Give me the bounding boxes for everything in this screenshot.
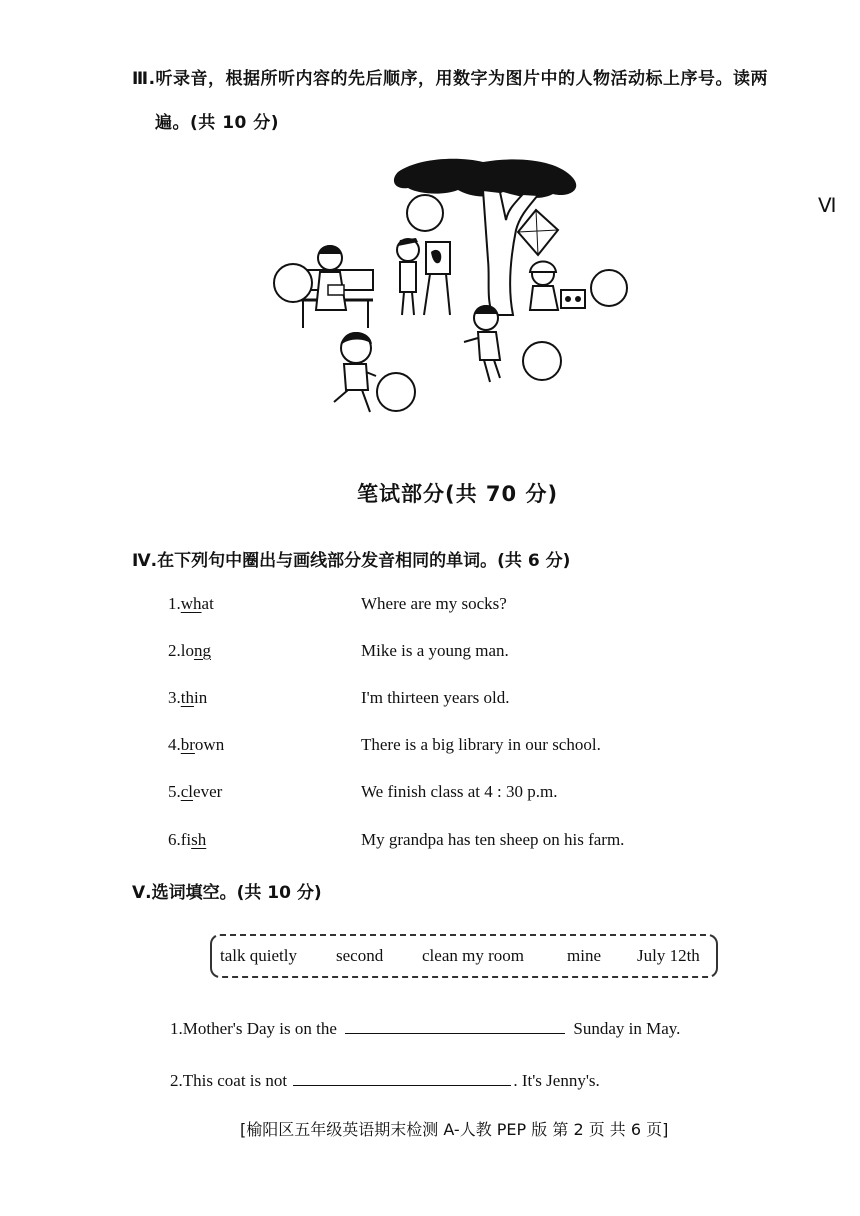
q4-item-4 <box>0 735 860 759</box>
word-bank-item-3: clean my room <box>422 946 524 965</box>
answer-circle-radio[interactable] <box>591 270 627 306</box>
q4-word-4: 4.brown <box>168 735 225 754</box>
q4-item-1 <box>0 594 860 618</box>
word-bank-item-4: mine <box>567 946 601 965</box>
radio <box>561 290 585 308</box>
answer-circle-running[interactable] <box>377 373 415 411</box>
q3-title-line1: Ⅲ.听录音，根据所听内容的先后顺序，用数字为图片中的人物活动标上序号。读两 <box>132 69 769 89</box>
q4-item-5 <box>0 782 860 806</box>
q4-word-3: 3.thin <box>168 688 208 707</box>
written-section-title: 笔试部分(共 70 分) <box>357 482 559 506</box>
park-activities-illustration <box>268 150 638 420</box>
q4-sentence-6[interactable]: My grandpa has ten sheep on his farm. <box>361 830 625 849</box>
page-footer: [榆阳区五年级英语期末检测 A-人教 PEP 版 第 2 页 共 6 页] <box>240 1120 669 1139</box>
q4-sentence-3[interactable]: I'm thirteen years old. <box>361 688 510 707</box>
q5-blank-2[interactable] <box>293 1067 511 1086</box>
side-roman-mark: Ⅵ <box>818 195 837 217</box>
q4-word-2: 2.long <box>168 641 211 660</box>
q4-sentence-5[interactable]: We finish class at 4 : 30 p.m. <box>361 782 558 801</box>
q4-word-6: 6.fish <box>168 830 207 849</box>
answer-circle-reading[interactable] <box>274 264 312 302</box>
answer-circle-painting[interactable] <box>407 195 443 231</box>
q4-item-2 <box>0 641 860 665</box>
word-bank-item-5: July 12th <box>637 946 700 965</box>
q4-word-5: 5.clever <box>168 782 223 801</box>
q4-item-6 <box>0 830 860 854</box>
q5-sentence-1: 1.Mother's Day is on the Sunday in May. <box>170 1015 680 1039</box>
word-bank-box <box>210 934 718 978</box>
word-bank-item-1: talk quietly <box>220 946 297 965</box>
q5-title: Ⅴ.选词填空。(共 10 分) <box>132 883 322 903</box>
q4-sentence-4[interactable]: There is a big library in our school. <box>361 735 601 754</box>
tree-trunk <box>483 190 538 315</box>
q4-sentence-1[interactable]: Where are my socks? <box>361 594 507 613</box>
q4-item-3 <box>0 688 860 712</box>
q4-sentence-2[interactable]: Mike is a young man. <box>361 641 509 660</box>
word-bank-item-2: second <box>336 946 384 965</box>
q4-title: Ⅳ.在下列句中圈出与画线部分发音相同的单词。(共 6 分) <box>132 551 571 571</box>
answer-circle-kite[interactable] <box>523 342 561 380</box>
q3-title-line2: 遍。(共 10 分) <box>155 113 280 133</box>
q5-blank-1[interactable] <box>345 1015 565 1034</box>
q5-sentence-2: 2.This coat is not . It's Jenny's. <box>170 1067 600 1091</box>
q4-word-1: 1.what <box>168 594 214 613</box>
